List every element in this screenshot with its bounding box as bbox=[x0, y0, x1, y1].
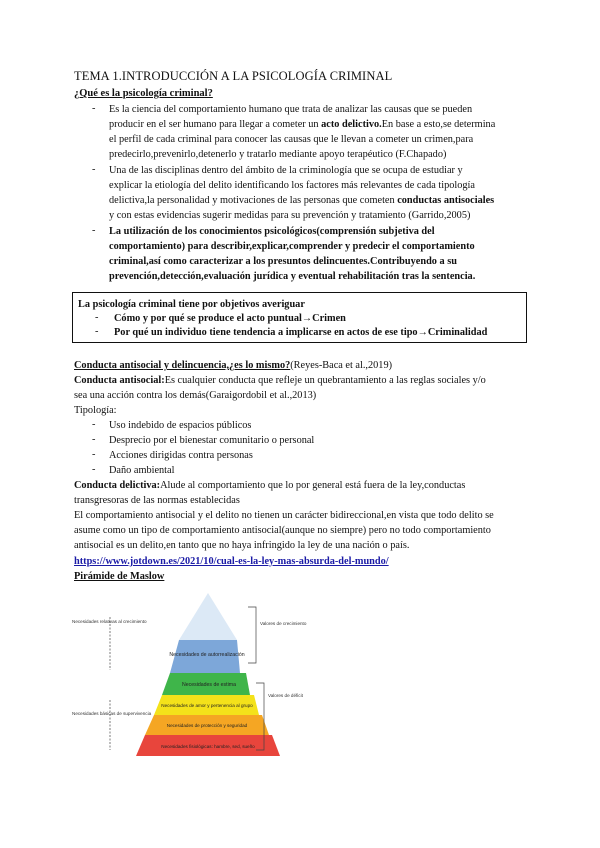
bullet-dash: - bbox=[92, 449, 96, 460]
maslow-pyramid bbox=[70, 585, 360, 760]
bullet-dash: - bbox=[92, 464, 96, 475]
maslow-heading: Pirámide de Maslow bbox=[74, 571, 165, 582]
page-title: TEMA 1.INTRODUCCIÓN A LA PSICOLOGÍA CRIMINAL bbox=[74, 69, 393, 83]
b3-line-2: comportamiento) para describir,explicar,comprender y predecir el comportamiento bbox=[109, 241, 475, 252]
left-top-label: Necesidades relativas al crecimiento bbox=[72, 619, 147, 624]
b2-line-4: y con estas evidencias sugerir medidas para su prevención y tratamiento (Garrido,2005) bbox=[109, 210, 471, 221]
bullet-dash: - bbox=[95, 326, 99, 337]
bracket-right-top bbox=[248, 607, 256, 663]
bullet-dash: - bbox=[92, 103, 96, 114]
b1-line-2: producir en el ser humano para llegar a cometer un acto delictivo.En base a esto,se determina bbox=[109, 119, 496, 130]
b1-line-3: el perfil de cada criminal para conocer las causas que le llevan a cometer un crimen,para bbox=[109, 134, 474, 145]
level-label: Necesidades de amor y pertenencia al grupo bbox=[161, 703, 253, 708]
paragraph-line: antisocial es un delito,en tanto que no haya infringido la ley de una nación o país. bbox=[74, 540, 410, 551]
paragraph-line: asume como un tipo de comportamiento antisocial(aunque no siempre) pero no todo comportamiento bbox=[74, 525, 491, 536]
delictive-definition: Conducta delictiva:Alude al comportamiento que lo por general está fuera de la ley,conductas bbox=[74, 480, 466, 491]
bullet-dash: - bbox=[92, 419, 96, 430]
b2-line-3: delictiva,la personalidad y motivaciones de las personas que cometen conductas antisociales bbox=[109, 195, 495, 206]
b1-line-1: Es la ciencia del comportamiento humano que trata de analizar las causas que se pueden bbox=[109, 104, 473, 115]
b2-line-2: explicar la etiología del delito identificando los factores más relevantes de cada tipología bbox=[109, 180, 475, 191]
level-label: Necesidades fisiológicas: hambre, sed, sueño bbox=[161, 744, 255, 749]
typology-item: Acciones dirigidas contra personas bbox=[109, 450, 253, 461]
right-top-label: Valores de crecimiento bbox=[260, 621, 307, 626]
level-label: Necesidades de autorrealización bbox=[169, 652, 245, 658]
typology-item: Daño ambiental bbox=[109, 465, 175, 476]
delictive-definition-cont: transgresoras de las normas establecidas bbox=[74, 495, 240, 506]
typology-item: Desprecio por el bienestar comunitario o personal bbox=[109, 435, 315, 446]
typology-item: Uso indebido de espacios públicos bbox=[109, 420, 252, 431]
bullet-dash: - bbox=[92, 164, 96, 175]
level-label: Necesidades de protección y seguridad bbox=[166, 723, 248, 728]
objectives-heading: La psicología criminal tiene por objetivos averiguar bbox=[78, 299, 305, 310]
pyramid-apex bbox=[179, 593, 237, 640]
b3-line-1: La utilización de los conocimientos psicológicos(comprensión subjetiva del bbox=[109, 226, 435, 237]
right-mid-label: Valores de déficit bbox=[268, 693, 303, 698]
b1-line-4: predecirlo,prevenirlo,detenerlo y tratarlo mediante apoyo terapéutico (F.Chapado) bbox=[109, 149, 447, 160]
bullet-dash: - bbox=[92, 225, 96, 236]
level-label: Necesidades de estima bbox=[182, 682, 236, 688]
antisocial-definition: Conducta antisocial:Es cualquier conducta que refleje un quebrantamiento a las reglas sociales y/o bbox=[74, 375, 486, 386]
objective-crime: Cómo y por qué se produce el acto puntual→Crimen bbox=[114, 313, 346, 324]
b2-line-1: Una de las disciplinas dentro del ámbito de la criminología que se ocupa de estudiar y bbox=[109, 165, 463, 176]
b3-line-3: criminal,así como caracterizar a los presuntos delincuentes.Contribuyendo a su bbox=[109, 256, 457, 267]
question-heading: ¿Qué es la psicología criminal? bbox=[74, 88, 213, 99]
section-heading: Conducta antisocial y delincuencia,¿es lo mismo?(Reyes-Baca et al.,2019) bbox=[74, 360, 393, 371]
objective-criminality: Por qué un individuo tiene tendencia a implicarse en actos de ese tipo→Criminalidad bbox=[114, 327, 488, 338]
typology-label: Tipología: bbox=[74, 405, 117, 416]
b3-line-4: prevención,detección,evaluación jurídica y eventual rehabilitación tras la sentencia. bbox=[109, 271, 476, 282]
left-bottom-label: Necesidades básicas de supervivencia bbox=[72, 711, 152, 716]
bullet-dash: - bbox=[95, 312, 99, 323]
bullet-dash: - bbox=[92, 434, 96, 445]
antisocial-definition-cont: sea una acción contra los demás(Garaigordobil et al.,2013) bbox=[74, 390, 317, 401]
paragraph-line: El comportamiento antisocial y el delito no tienen un carácter bidireccional,en vista que todo delito se bbox=[74, 510, 494, 521]
reference-link[interactable]: https://www.jotdown.es/2021/10/cual-es-la-ley-mas-absurda-del-mundo/ bbox=[74, 556, 389, 567]
